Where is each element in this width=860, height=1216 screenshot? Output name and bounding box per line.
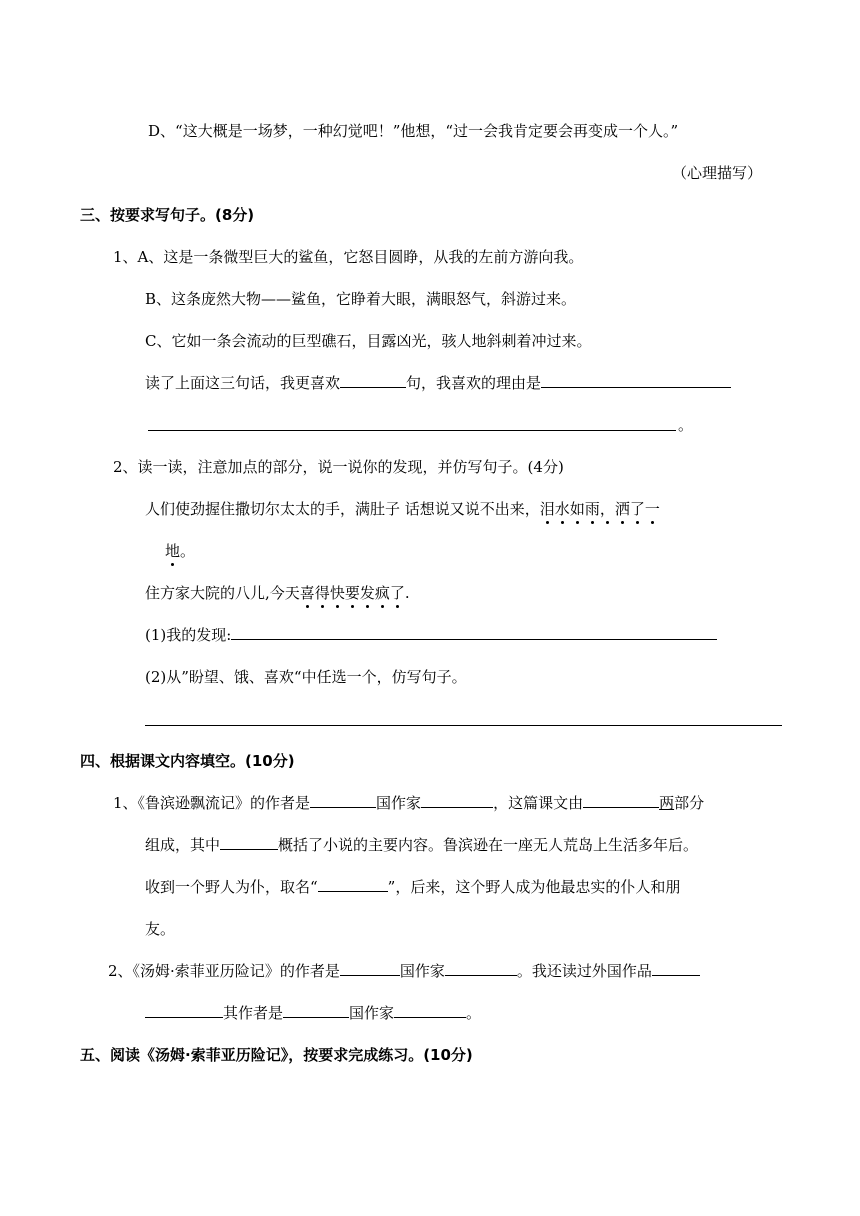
q3-1-end-mark: 。 — [678, 416, 694, 434]
dotted-char: 了 — [389, 584, 405, 602]
q4-2-text: 国作家 — [399, 962, 445, 980]
q4-1-text: 收到一个野人为仆，取名“ — [145, 878, 318, 896]
q4-1-line-2 — [145, 835, 698, 855]
q4-2-text: 。我还读过外国作品 — [516, 962, 652, 980]
q4-1-line-1 — [113, 793, 704, 813]
q4-1-text: 两 — [659, 794, 675, 812]
dotted-char: 疯 — [374, 584, 390, 602]
dotted-char: 雨 — [584, 500, 600, 518]
dotted-char: 一 — [644, 500, 660, 518]
dotted-char: 洒 — [614, 500, 630, 518]
sentence-1-plain: 人们使劲握住撒切尔太太的手，满肚子 话想说又说不出来， — [145, 500, 540, 518]
dotted-char: 地 — [165, 542, 181, 560]
sentence-1-end: 。 — [180, 542, 196, 560]
dotted-char: 快 — [329, 584, 345, 602]
dotted-char: 得 — [314, 584, 330, 602]
q3-2-sentence-2 — [145, 583, 410, 603]
q3-1-option-a: 1、A、这是一条微型巨大的鲨鱼，它怒目圆睁，从我的左前方游向我。 — [113, 248, 584, 266]
answer-blank[interactable] — [231, 638, 717, 640]
q4-1-text: ”，后来，这个野人成为他最忠实的仆人和朋 — [387, 878, 681, 896]
q4-1-text: 组成，其中 — [145, 836, 221, 854]
q3-1-prompt-mid: 句，我喜欢的理由是 — [406, 374, 542, 392]
q4-1-text: 国作家 — [376, 794, 422, 812]
q4-1-text: 概括了小说的主要内容。鲁滨逊在一座无人荒岛上生活多年后。 — [278, 836, 699, 854]
answer-blank[interactable] — [318, 890, 388, 892]
answer-blank[interactable] — [541, 386, 731, 388]
answer-blank[interactable] — [310, 806, 376, 808]
q4-2-line-2 — [145, 1003, 481, 1023]
q4-2-text: 其作者是 — [223, 1004, 284, 1022]
answer-blank[interactable] — [583, 806, 659, 808]
answer-line[interactable] — [148, 430, 676, 431]
q4-1-text: 1、《鲁滨逊飘流记》的作者是 — [113, 794, 311, 812]
q4-2-line-1 — [108, 961, 700, 981]
q3-1-prompt — [145, 373, 731, 393]
q3-1-option-c: C、它如一条会流动的巨型礁石，目露凶光，骇人地斜刺着冲过来。 — [145, 332, 592, 350]
q3-2-title: 2、读一读，注意加点的部分，说一说你的发现，并仿写句子。(4分) — [113, 458, 564, 476]
answer-blank[interactable] — [652, 974, 700, 976]
answer-blank[interactable] — [445, 974, 517, 976]
answer-line[interactable] — [145, 725, 782, 726]
dotted-char: 如 — [569, 500, 585, 518]
q4-1-text: 部分 — [674, 794, 705, 812]
dotted-char: 泪 — [539, 500, 555, 518]
q4-1-line-3 — [145, 877, 680, 897]
q4-1-text: ，这篇课文由 — [493, 794, 584, 812]
dotted-char: 发 — [359, 584, 375, 602]
section-3-heading: 三、按要求写句子。(8分) — [80, 206, 255, 224]
option-d-line: D、“这大概是一场梦，一种幻觉吧！”他想，“过一会我肯定要会再变成一个人。” — [148, 122, 679, 140]
option-d-note: （心理描写） — [672, 164, 763, 182]
answer-blank[interactable] — [421, 806, 493, 808]
answer-blank[interactable] — [145, 1016, 223, 1018]
q4-2-text: 国作家 — [349, 1004, 395, 1022]
q3-2-imitate: (2)从”盼望、饿、喜欢“中任选一个，仿写句子。 — [145, 668, 467, 686]
sentence-2-end: . — [404, 584, 410, 602]
section-5-heading: 五、阅读《汤姆·索菲亚历险记》，按要求完成练习。(10分) — [80, 1046, 473, 1064]
dotted-char: ， — [599, 500, 615, 518]
dotted-char: 了 — [629, 500, 645, 518]
answer-blank[interactable] — [340, 386, 406, 388]
dotted-char: 水 — [554, 500, 570, 518]
dotted-char: 喜 — [299, 584, 315, 602]
answer-blank[interactable] — [340, 974, 400, 976]
q3-1-option-b: B、这条庞然大物——鲨鱼，它睁着大眼，满眼怒气，斜游过来。 — [145, 290, 577, 308]
dotted-char: 要 — [344, 584, 360, 602]
answer-blank[interactable] — [220, 848, 278, 850]
answer-blank[interactable] — [283, 1016, 349, 1018]
q4-2-text: 。 — [466, 1004, 482, 1022]
section-4-heading: 四、根据课文内容填空。(10分) — [80, 752, 295, 770]
q3-2-sentence-1 — [145, 499, 660, 519]
q3-2-sentence-1-cont — [165, 541, 195, 561]
q4-2-text: 2、《汤姆·索菲亚历险记》的作者是 — [108, 962, 340, 980]
q4-1-line-4: 友。 — [145, 920, 176, 938]
sentence-2-plain: 住方家大院的八儿,今天 — [145, 584, 300, 602]
q3-1-prompt-pre: 读了上面这三句话，我更喜欢 — [145, 374, 341, 392]
discovery-label: (1)我的发现: — [145, 626, 232, 644]
answer-blank[interactable] — [394, 1016, 466, 1018]
q3-2-discovery — [145, 625, 717, 645]
